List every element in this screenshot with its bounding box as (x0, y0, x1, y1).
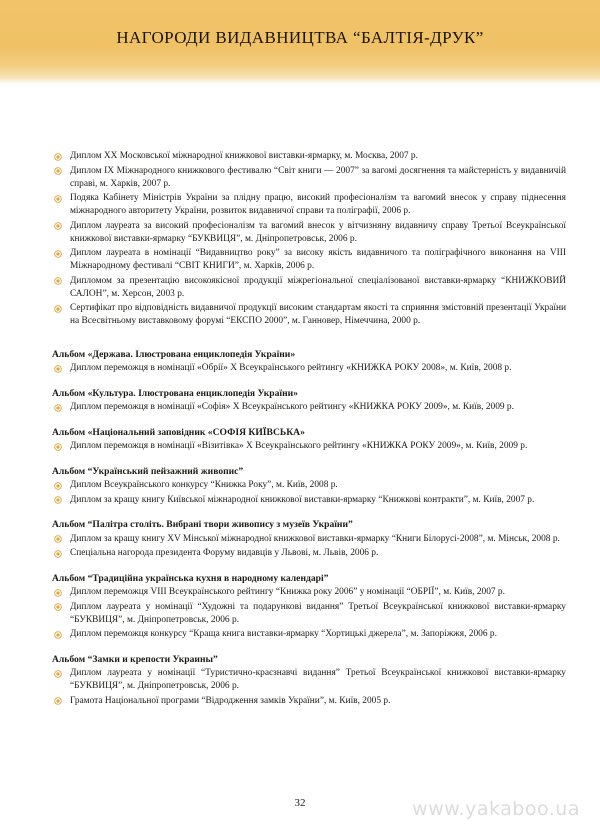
album-section (52, 426, 566, 454)
album-awards-list (52, 440, 566, 453)
concentric-circle-icon (54, 697, 62, 705)
award-item (52, 275, 566, 301)
general-awards-list (52, 150, 566, 328)
concentric-circle-icon (54, 535, 62, 543)
award-text: Дипломом за презентацію високоякісної продукції міжрегіональної спеціалізованої виставки-ярмарку “КНИЖКОВИЙ САЛОН”, м. Херсон, 2003 р. (70, 275, 566, 299)
album-title: Альбом “Традиційна українська кухня в народному календарі” (52, 572, 329, 584)
album-section (52, 572, 566, 642)
award-text: Диплом ІХ Міжнародного книжкового фестивалю “Світ книги — 2007” за вагомі досягнення та майстерність у видавничій справі, м. Харків, 2007 р. (70, 165, 566, 189)
concentric-circle-icon (54, 550, 62, 558)
album-title: Альбом “Палітра століть. Вибрані твори живопису з музеїв України” (52, 519, 353, 530)
concentric-circle-icon (54, 443, 62, 451)
award-item (52, 601, 566, 627)
award-item (52, 533, 566, 546)
award-text: Диплом переможця в номінації «Візитівка» Х Всеукраїнського рейтингу «КНИЖКА РОКУ 2009», м. Київ, 2009 р. (70, 441, 528, 451)
award-item (52, 440, 566, 453)
album-section (52, 465, 566, 507)
award-text: Диплом за кращу книгу XV Мінської міжнародної книжкової виставки-ярмарку “Книги Білорусі-2008”, м. Мінськ, 2008 р. (70, 533, 560, 544)
award-text: Диплом лауреата в номінації “Видавництво року” за високу якість видавничого та поліграфічного виконання на VIII Міжнародному фестивалі “СВІТ КНИГИ”, м. Харків, 2006 р. (70, 248, 566, 271)
album-section (52, 348, 566, 376)
award-item (52, 695, 566, 708)
award-item (52, 401, 566, 414)
award-text: Диплом переможця в номінації «Софія» Х Всеукраїнського рейтингу «КНИЖКА РОКУ 2009», м. Київ, 2009 р. (70, 402, 514, 412)
album-section (52, 653, 566, 708)
award-text: Диплом лауреата за високий професіоналізм та вагомий внесок у вітчизняну видавничу справу Третьої Всеукраїнської книжкової виставки-ярмарку “БУКВИЦЯ”, м. Дніпропетровськ, 2006 р. (70, 220, 566, 244)
award-text: Спеціальна нагорода президента Форуму видавців у Львові, м. Львів, 2006 р. (70, 548, 379, 558)
award-item (52, 192, 566, 218)
album-awards-list (52, 479, 566, 507)
album-section (52, 518, 566, 560)
page-content (52, 150, 566, 709)
album-awards-list (52, 586, 566, 641)
album-awards-list (52, 362, 566, 375)
award-text: Диплом Всеукраїнського конкурсу “Книжка Року”, м. Київ, 2008 р. (70, 480, 338, 490)
award-text: Диплом лауреата у номінації “Туристично-краєзнавчі видання” Третьої Всеукраїнської книжкової виставки-ярмарку “БУКВИЦЯ”, м. Дніпропетровськ, 2006 р. (70, 668, 566, 691)
award-item (52, 586, 566, 599)
award-text: Диплом лауреата у номінації “Художні та подарункові видання” Третьої Всеукраїнської книжкової виставки-ярмарку “БУКВИЦЯ”, м. Дніпропетровськ, 2006 р. (70, 601, 566, 625)
page-title: НАГОРОДИ ВИДАВНИЦТВА “БАЛТІЯ-ДРУК” (116, 28, 484, 47)
award-text: Диплом переможця в номінації «Обрії» Х Всеукраїнського рейтингу «КНИЖКА РОКУ 2008», м. Київ, 2008 р. (70, 363, 512, 373)
album-title: Альбом «Держава. Ілюстрована енциклопедія України» (52, 348, 296, 360)
concentric-circle-icon (54, 277, 62, 285)
award-text: Диплом за кращу книгу Київської міжнародної книжкової виставки-ярмарку “Книжкові контракти”, м. Київ, 2007 р. (70, 494, 535, 505)
award-item (52, 667, 566, 693)
concentric-circle-icon (54, 603, 62, 611)
concentric-circle-icon (54, 631, 62, 639)
album-title: Альбом «Національний заповідник «СОФІЯ КИЇВСЬКА» (52, 426, 305, 438)
concentric-circle-icon (54, 195, 62, 203)
concentric-circle-icon (54, 496, 62, 504)
album-title: Альбом “Замки и крепости Украины” (52, 653, 218, 665)
award-item (52, 547, 566, 560)
award-item (52, 494, 566, 507)
award-item (52, 362, 566, 375)
concentric-circle-icon (54, 670, 62, 678)
album-title: Альбом “Український пейзажний живопис” (52, 465, 244, 477)
award-item (52, 628, 566, 641)
concentric-circle-icon (54, 222, 62, 230)
album-awards-list (52, 401, 566, 414)
concentric-circle-icon (54, 305, 62, 313)
concentric-circle-icon (54, 365, 62, 373)
page-header-band (0, 0, 600, 84)
award-text: Подяка Кабінету Міністрів України за плідну працю, високий професіоналізм та вагомий внесок у справу піднесення міжнародного авторитету України, розвиток видавничої справи та поліграфії, 2006 р. (70, 193, 566, 216)
award-text: Диплом переможця VIII Всеукраїнського рейтингу “Книжка року 2006” у номінації “ОБРІЇ”, м. Київ, 2007 р. (70, 587, 505, 597)
award-item (52, 220, 566, 246)
award-text: Диплом ХХ Московської міжнародної книжкової виставки-ярмарку, м. Москва, 2007 р. (70, 151, 418, 161)
album-title: Альбом «Культура. Ілюстрована енциклопедія України» (52, 387, 298, 399)
concentric-circle-icon (54, 250, 62, 258)
albums-section (52, 348, 566, 708)
award-text: Грамота Національної програми “Відродження замків України”, м. Київ, 2005 р. (70, 695, 391, 706)
concentric-circle-icon (54, 153, 62, 161)
concentric-circle-icon (54, 404, 62, 412)
award-item (52, 479, 566, 492)
concentric-circle-icon (54, 167, 62, 175)
album-awards-list (52, 667, 566, 708)
award-text: Диплом переможця конкурсу “Краща книга виставки-ярмарку “Хортицькі джерела”, м. Запоріжжя, 2006 р. (70, 629, 497, 639)
page-number: 32 (294, 797, 306, 809)
watermark: www.yakaboo.ua (412, 798, 580, 820)
concentric-circle-icon (54, 482, 62, 490)
award-text: Сертифікат про відповідність видавничої продукції високим стандартам якості та сприяння змістовній презентації України на Всесвітньому виставковому форумі “ЕКСПО 2000”, м. Ганновер, Німеччина, 2000 р. (70, 303, 566, 326)
album-awards-list (52, 533, 566, 561)
award-item (52, 247, 566, 273)
award-item (52, 302, 566, 328)
award-item (52, 150, 566, 163)
album-section (52, 387, 566, 415)
concentric-circle-icon (54, 589, 62, 597)
award-item (52, 165, 566, 191)
